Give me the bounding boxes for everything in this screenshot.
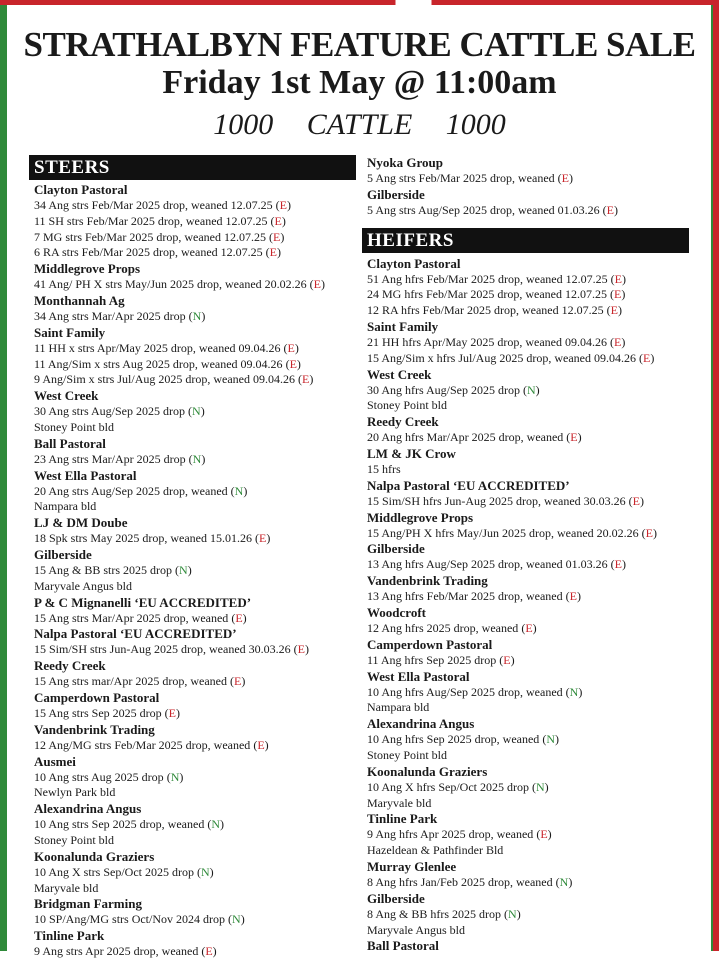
- lot-entry: 10 Ang X strs Sep/Oct 2025 drop (N): [34, 864, 214, 879]
- eu-code-badge: E: [287, 340, 295, 355]
- vendor-name: Ball Pastoral: [367, 938, 439, 954]
- lot-entry: 10 Ang strs Aug 2025 drop (N): [34, 769, 184, 784]
- bloodline-note: [362, 748, 689, 764]
- lot-entry: 11 Ang hfrs Sep 2025 drop (E): [367, 652, 515, 667]
- eu-code-badge: E: [614, 271, 622, 286]
- lot-description: 11 HH x strs Apr/May 2025 drop, weaned 09.04.26: [34, 340, 281, 355]
- lot-description: Maryvale Angus bld: [34, 578, 132, 593]
- cattle-count-right: 1000: [445, 108, 506, 141]
- lot-entry: 21 HH hfrs Apr/May 2025 drop, weaned 09.04.26 (E): [367, 334, 626, 349]
- vendor-name: LM & JK Crow: [367, 445, 456, 461]
- nv-code-badge: N: [170, 769, 180, 784]
- nv-code-badge: N: [234, 483, 244, 498]
- nv-code-badge: N: [569, 684, 579, 699]
- vendor-name: Gilberside: [367, 186, 425, 202]
- lot-description: 9 Ang hfrs Apr 2025 drop, weaned: [367, 827, 534, 842]
- eu-code-badge: E: [525, 620, 533, 635]
- lot-description: Hazeldean & Pathfinder Bld: [367, 843, 504, 858]
- vendor-name: Vandenbrink Trading: [367, 573, 488, 589]
- vendor-name: Gilberside: [34, 546, 92, 562]
- nv-code-badge: N: [192, 451, 202, 466]
- nv-code-badge: N: [201, 864, 210, 879]
- vendor-name: Saint Family: [367, 318, 439, 334]
- vendor-name: Nyoka Group: [367, 155, 443, 170]
- bloodline-note: [29, 881, 356, 897]
- vendor-name: Tinline Park: [367, 811, 438, 827]
- vendor-name: Koonalunda Graziers: [34, 848, 155, 864]
- eu-code-badge: E: [569, 589, 577, 604]
- lot-description: Maryvale Angus bld: [367, 922, 465, 937]
- lot-description: Maryvale bld: [34, 880, 99, 895]
- lot-description: 10 Ang X hfrs Sep/Oct 2025 drop: [367, 779, 529, 794]
- lot-description: 24 MG hfrs Feb/Mar 2025 drop, weaned 12.07.25: [367, 287, 607, 302]
- lot-description: 23 Ang strs Mar/Apr 2025 drop: [34, 451, 186, 466]
- eu-code-badge: E: [279, 198, 287, 212]
- eu-code-badge: E: [632, 493, 640, 508]
- lot-entry: 20 Ang strs Aug/Sep 2025 drop, weaned (N): [34, 483, 248, 498]
- lot-description: 15 Ang/Sim x hfrs Jul/Aug 2025 drop, weaned 09.04.26: [367, 350, 636, 365]
- lot-description: Stoney Point bld: [367, 747, 448, 762]
- steers-list: [29, 182, 356, 960]
- lot-entry: 18 Spk strs May 2025 drop, weaned 15.01.26 (E): [34, 531, 271, 546]
- vendor-name: Clayton Pastoral: [367, 255, 461, 271]
- lot-description: 13 Ang hfrs Feb/Mar 2025 drop, weaned: [367, 589, 563, 604]
- eu-code-badge: E: [233, 674, 242, 689]
- bloodline-note: [29, 785, 356, 801]
- vendor-name: P & C Mignanelli ‘EU ACCREDITED’: [34, 594, 252, 610]
- lot-entry: 13 Ang hfrs Feb/Mar 2025 drop, weaned (E): [367, 589, 581, 604]
- eu-code-badge: E: [289, 356, 297, 371]
- vendor-name: Bridgman Farming: [34, 896, 142, 912]
- eu-code-badge: E: [205, 944, 213, 959]
- eu-code-badge: E: [613, 334, 622, 349]
- lot-description: 20 Ang strs Aug/Sep 2025 drop, weaned: [34, 483, 228, 498]
- vendor-name: LJ & DM Doube: [34, 515, 128, 531]
- vendor-name: Murray Glenlee: [367, 858, 457, 874]
- lot-entry: 10 SP/Ang/MG strs Oct/Nov 2024 drop (N): [34, 912, 245, 927]
- steers-heading: STEERS: [29, 155, 356, 180]
- vendor-name: Monthannah Ag: [34, 292, 125, 308]
- lot-description: 15 Ang strs Sep 2025 drop: [34, 705, 162, 720]
- lot-description: 21 HH hfrs Apr/May 2025 drop, weaned 09.04.26: [367, 334, 607, 349]
- lot-description: 8 Ang hfrs Jan/Feb 2025 drop, weaned: [367, 874, 553, 889]
- vendor-name: Koonalunda Graziers: [367, 763, 488, 779]
- vendor-name: Camperdown Pastoral: [367, 636, 493, 652]
- lot-description: 15 Ang/PH X hfrs May/Jun 2025 drop, weaned 20.02.26: [367, 525, 639, 540]
- nv-code-badge: N: [546, 732, 555, 747]
- lot-entry: 15 Ang strs mar/Apr 2025 drop, weaned (E): [34, 674, 246, 689]
- lot-description: 15 Sim/SH strs Jun-Aug 2025 drop, weaned 30.03.26: [34, 642, 291, 657]
- lot-entry: 34 Ang strs Mar/Apr 2025 drop (N): [34, 308, 206, 323]
- bloodline-note: [362, 700, 689, 716]
- bloodline-note: [362, 398, 689, 414]
- nv-code-badge: N: [232, 912, 241, 927]
- lot-entry: 9 Ang hfrs Apr 2025 drop, weaned (E): [367, 827, 552, 842]
- lot-description: 18 Spk strs May 2025 drop, weaned 15.01.26: [34, 531, 252, 546]
- lot-entry: 9 Ang strs Apr 2025 drop, weaned (E): [34, 944, 217, 959]
- lot-entry: 15 Ang strs Mar/Apr 2025 drop, weaned (E): [34, 610, 247, 625]
- lot-entry: 5 Ang strs Aug/Sep 2025 drop, weaned 01.03.26 (E): [367, 202, 618, 217]
- lot-entry: 51 Ang hfrs Feb/Mar 2025 drop, weaned 12.07.25 (E): [367, 271, 626, 286]
- lot-entry: 15 Sim/SH strs Jun-Aug 2025 drop, weaned 30.03.26 (E): [34, 642, 310, 657]
- lot-description: 5 Ang strs Aug/Sep 2025 drop, weaned 01.03.26: [367, 202, 600, 217]
- lot-description: 10 Ang hfrs Sep 2025 drop, weaned: [367, 732, 540, 747]
- bloodline-note: [362, 796, 689, 812]
- vendor-name: West Creek: [367, 366, 432, 382]
- lot-description: Stoney Point bld: [367, 398, 448, 413]
- lot-description: 34 Ang strs Mar/Apr 2025 drop: [34, 308, 186, 323]
- bloodline-note: [362, 923, 689, 939]
- lot-entry: 12 Ang hfrs 2025 drop, weaned (E): [367, 620, 537, 635]
- cattle-label: CATTLE: [306, 108, 413, 141]
- eu-code-badge: E: [235, 610, 243, 625]
- left-green-border: [0, 0, 7, 951]
- lot-description: 41 Ang/ PH X strs May/Jun 2025 drop, weaned 20.02.26: [34, 277, 307, 292]
- lot-entry: 6 RA strs Feb/Mar 2025 drop, weaned 12.07.25 (E): [34, 245, 281, 260]
- sale-date: Friday 1st May @ 11:00am: [162, 64, 557, 101]
- lot-description: Maryvale bld: [367, 795, 432, 810]
- lot-entry: 7 MG strs Feb/Mar 2025 drop, weaned 12.07.25 (E): [34, 229, 285, 244]
- lot-description: Nampara bld: [34, 499, 97, 514]
- lot-entry: 11 Ang/Sim x strs Aug 2025 drop, weaned 09.04.26 (E): [34, 356, 301, 371]
- lot-description: Stoney Point bld: [34, 419, 115, 434]
- lot-description: 11 Ang/Sim x strs Aug 2025 drop, weaned 09.04.26: [34, 356, 283, 371]
- lot-description: Nampara bld: [367, 700, 430, 715]
- lot-entry: 10 Ang strs Sep 2025 drop, weaned (N): [34, 817, 224, 832]
- lot-entry: 15 Sim/SH hfrs Jun-Aug 2025 drop, weaned 30.03.26 (E): [367, 493, 644, 508]
- top-red-border: [0, 0, 719, 5]
- eu-code-badge: E: [168, 705, 177, 720]
- lot-description: 12 RA hfrs Feb/Mar 2025 drop, weaned 12.07.25: [367, 303, 604, 318]
- lot-entry: 10 Ang hfrs Aug/Sep 2025 drop, weaned (N): [367, 684, 583, 699]
- lot-description: 15 Ang & BB strs 2025 drop: [34, 562, 173, 577]
- eu-code-badge: E: [610, 303, 618, 318]
- bloodline-note: [29, 579, 356, 595]
- lot-entry: 12 Ang/MG strs Feb/Mar 2025 drop, weaned (E): [34, 737, 269, 752]
- lot-entry: 13 Ang hfrs Aug/Sep 2025 drop, weaned 01.03.26 (E): [367, 557, 626, 572]
- nv-code-badge: N: [527, 382, 536, 397]
- lot-description: 11 Ang hfrs Sep 2025 drop: [367, 652, 497, 667]
- eu-code-badge: E: [561, 171, 569, 185]
- lot-description: 15 Sim/SH hfrs Jun-Aug 2025 drop, weaned 30.03.26: [367, 493, 626, 508]
- lot-entry: 10 Ang hfrs Sep 2025 drop, weaned (N): [367, 732, 559, 747]
- lot-description: Stoney Point bld: [34, 832, 115, 847]
- lot-entry: 10 Ang X hfrs Sep/Oct 2025 drop (N): [367, 779, 549, 794]
- lot-entry: 41 Ang/ PH X strs May/Jun 2025 drop, weaned 20.02.26 (E): [34, 277, 325, 292]
- vendor-name: Vandenbrink Trading: [34, 721, 155, 737]
- lot-entry: 24 MG hfrs Feb/Mar 2025 drop, weaned 12.07.25 (E): [367, 287, 626, 302]
- lot-description: 15 Ang strs Mar/Apr 2025 drop, weaned: [34, 610, 229, 625]
- eu-code-badge: E: [614, 557, 622, 572]
- vendor-name: West Creek: [34, 388, 99, 404]
- right-red-border: [713, 0, 719, 951]
- bloodline-note: [362, 462, 689, 478]
- lot-description: 6 RA strs Feb/Mar 2025 drop, weaned 12.07.25: [34, 245, 263, 260]
- lot-description: 9 Ang strs Apr 2025 drop, weaned: [34, 944, 199, 959]
- lot-description: 10 Ang strs Sep 2025 drop, weaned: [34, 817, 205, 832]
- section-spacer: [362, 219, 689, 228]
- vendor-name: Ball Pastoral: [34, 435, 106, 451]
- lot-description: 9 Ang/Sim x strs Jul/Aug 2025 drop, weaned 09.04.26: [34, 372, 295, 387]
- bloodline-note: [29, 499, 356, 515]
- lot-entry: 30 Ang hfrs Aug/Sep 2025 drop (N): [367, 382, 540, 397]
- vendor-name: Ausmei: [34, 753, 76, 769]
- bloodline-note: [362, 843, 689, 859]
- lot-description: 10 Ang strs Aug 2025 drop: [34, 769, 164, 784]
- eu-code-badge: E: [645, 525, 653, 540]
- eu-code-badge: E: [313, 277, 321, 292]
- lot-entry: 30 Ang strs Aug/Sep 2025 drop (N): [34, 404, 205, 419]
- eu-code-badge: E: [570, 430, 578, 445]
- vendor-name: Reedy Creek: [367, 414, 439, 430]
- lot-description: 10 SP/Ang/MG strs Oct/Nov 2024 drop: [34, 912, 226, 927]
- vendor-name: Tinline Park: [34, 928, 105, 944]
- eu-code-badge: E: [274, 213, 282, 228]
- eu-code-badge: E: [297, 642, 306, 657]
- lot-description: 30 Ang hfrs Aug/Sep 2025 drop: [367, 382, 520, 397]
- lot-entry: 15 Ang strs Sep 2025 drop (E): [34, 705, 181, 720]
- eu-code-badge: E: [503, 652, 511, 667]
- vendor-name: Clayton Pastoral: [34, 182, 128, 197]
- lot-description: Newlyn Park bld: [34, 785, 116, 800]
- eu-code-badge: E: [269, 245, 277, 260]
- eu-code-badge: E: [272, 229, 281, 244]
- lot-entry: 11 SH strs Feb/Mar 2025 drop, weaned 12.07.25 (E): [34, 213, 286, 228]
- right-column: [362, 155, 689, 954]
- lot-description: 7 MG strs Feb/Mar 2025 drop, weaned 12.07.25: [34, 229, 266, 244]
- eu-code-badge: E: [257, 737, 265, 752]
- nv-code-badge: N: [211, 817, 220, 832]
- vendor-name: Gilberside: [367, 890, 425, 906]
- left-column: [29, 155, 356, 960]
- lot-description: 8 Ang & BB hfrs 2025 drop: [367, 906, 502, 921]
- vendor-name: Nalpa Pastoral ‘EU ACCREDITED’: [367, 477, 570, 493]
- heifers-list: [362, 256, 689, 955]
- eu-code-badge: E: [606, 202, 614, 217]
- nv-code-badge: N: [536, 779, 545, 794]
- lot-description: 15 Ang strs mar/Apr 2025 drop, weaned: [34, 674, 227, 689]
- lot-description: 10 Ang hfrs Aug/Sep 2025 drop, weaned: [367, 684, 563, 699]
- eu-code-badge: E: [258, 531, 267, 546]
- lot-entry: 15 Ang/PH X hfrs May/Jun 2025 drop, weaned 20.02.26 (E): [367, 525, 657, 540]
- vendor-name: Alexandrina Angus: [367, 716, 475, 732]
- cattle-count-left: 1000: [213, 108, 274, 141]
- vendor-name: Alexandrina Angus: [34, 801, 142, 817]
- vendor-name: Saint Family: [34, 324, 106, 340]
- right-green-border: [711, 5, 713, 951]
- lot-entry: 23 Ang strs Mar/Apr 2025 drop (N): [34, 451, 206, 466]
- vendor-name: Reedy Creek: [34, 658, 106, 674]
- lot-entry: 9 Ang/Sim x strs Jul/Aug 2025 drop, weaned 09.04.26 (E): [34, 372, 314, 387]
- lot-description: 34 Ang strs Feb/Mar 2025 drop, weaned 12.07.25: [34, 198, 273, 212]
- nv-code-badge: N: [559, 874, 569, 889]
- lot-entry: 15 Ang/Sim x hfrs Jul/Aug 2025 drop, weaned 09.04.26 (E): [367, 350, 655, 365]
- nv-code-badge: N: [508, 906, 517, 921]
- heifers-heading: HEIFERS: [362, 228, 689, 253]
- lot-entry: 20 Ang hfrs Mar/Apr 2025 drop, weaned (E): [367, 430, 582, 445]
- cattle-count-banner: [0, 108, 719, 142]
- nv-code-badge: N: [192, 404, 201, 419]
- vendor-name: Camperdown Pastoral: [34, 689, 160, 705]
- eu-code-badge: E: [643, 350, 651, 365]
- lot-entry: 12 RA hfrs Feb/Mar 2025 drop, weaned 12.07.25 (E): [367, 303, 622, 318]
- vendor-name: Gilberside: [367, 541, 425, 557]
- vendor-name: Nalpa Pastoral ‘EU ACCREDITED’: [34, 626, 237, 642]
- eu-code-badge: E: [302, 372, 310, 387]
- lot-entry: 11 HH x strs Apr/May 2025 drop, weaned 09.04.26 (E): [34, 340, 299, 355]
- lot-description: 13 Ang hfrs Aug/Sep 2025 drop, weaned 01.03.26: [367, 557, 608, 572]
- sale-title: STRATHALBYN FEATURE CATTLE SALE: [23, 25, 696, 64]
- bloodline-note: [29, 833, 356, 849]
- steers-continued-list: [362, 155, 689, 219]
- lot-entry: 8 Ang hfrs Jan/Feb 2025 drop, weaned (N): [367, 874, 573, 889]
- nv-code-badge: N: [179, 562, 188, 577]
- lot-description: 12 Ang hfrs 2025 drop, weaned: [367, 620, 519, 635]
- lot-description: 20 Ang hfrs Mar/Apr 2025 drop, weaned: [367, 430, 564, 445]
- vendor-name: West Ella Pastoral: [367, 668, 470, 684]
- lot-description: 30 Ang strs Aug/Sep 2025 drop: [34, 404, 186, 419]
- lot-entry: 5 Ang strs Feb/Mar 2025 drop, weaned (E): [367, 171, 573, 185]
- lot-description: 10 Ang X strs Sep/Oct 2025 drop: [34, 864, 194, 879]
- lot-description: 12 Ang/MG strs Feb/Mar 2025 drop, weaned: [34, 737, 251, 752]
- vendor-name: West Ella Pastoral: [34, 467, 137, 483]
- lot-entry: 34 Ang strs Feb/Mar 2025 drop, weaned 12.07.25 (E): [34, 198, 291, 212]
- lot-description: 15 hfrs: [367, 461, 401, 476]
- eu-code-badge: E: [540, 827, 548, 842]
- eu-code-badge: E: [613, 287, 622, 302]
- lot-entry: 15 Ang & BB strs 2025 drop (N): [34, 562, 192, 577]
- lot-description: 51 Ang hfrs Feb/Mar 2025 drop, weaned 12.07.25: [367, 271, 608, 286]
- lot-description: 11 SH strs Feb/Mar 2025 drop, weaned 12.07.25: [34, 213, 268, 228]
- vendor-name: Woodcroft: [367, 604, 426, 620]
- vendor-name: Middlegrove Props: [34, 261, 141, 277]
- lot-entry: 8 Ang & BB hfrs 2025 drop (N): [367, 906, 521, 921]
- lot-description: 5 Ang strs Feb/Mar 2025 drop, weaned: [367, 171, 555, 185]
- bloodline-note: [29, 420, 356, 436]
- nv-code-badge: N: [192, 308, 202, 323]
- vendor-name: Middlegrove Props: [367, 509, 474, 525]
